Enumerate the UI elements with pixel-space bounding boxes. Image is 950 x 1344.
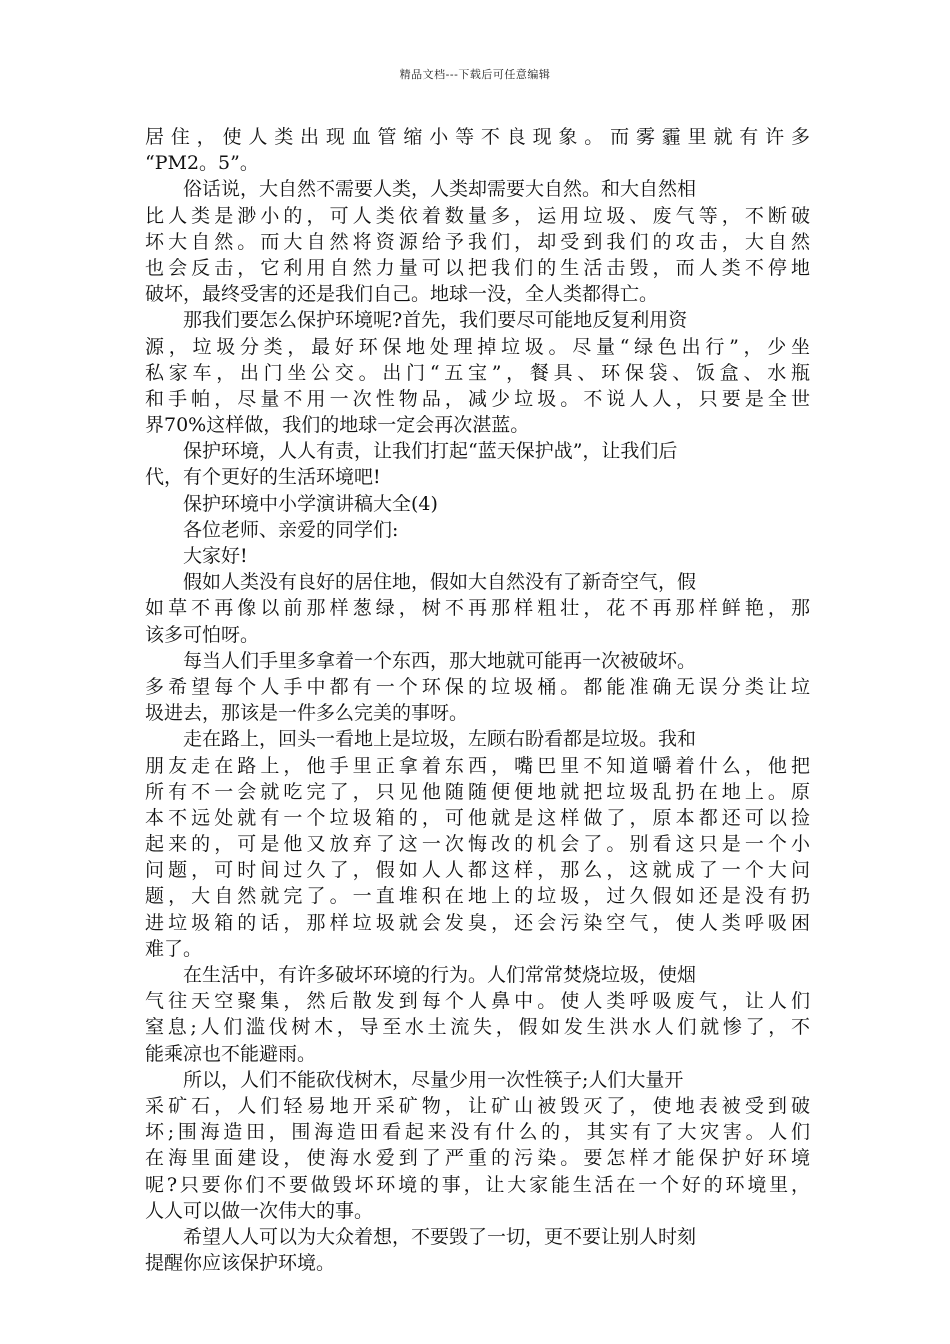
text-line: 题，大自然就完了。一直堆积在地上的垃圾，过久假如还是没有扔 [145, 885, 810, 908]
text-line: 呢?只要你们不要做毁坏环境的事，让大家能生活在一个好的环境里， [145, 1173, 810, 1196]
text-line: 界70%这样做，我们的地球一定会再次湛蓝。 [145, 414, 530, 437]
text-line: 在海里面建设，使海水爱到了严重的污染。要怎样才能保护好环境 [145, 1147, 810, 1170]
text-line: 坏;围海造田，围海造田看起来没有什么的，其实有了大灾害。人们 [145, 1121, 810, 1144]
text-line: “PM2。5”。 [145, 152, 259, 175]
text-line: 居住，使人类出现血管缩小等不良现象。而雾霾里就有许多 [145, 126, 810, 148]
text-line: 所以，人们不能砍伐树木，尽量少用一次性筷子;人们大量开 [183, 1068, 684, 1091]
text-line: 坏大自然。而大自然将资源给予我们，却受到我们的攻击，大自然 [145, 230, 810, 253]
text-line: 气往天空聚集，然后散发到每个人鼻中。使人类呼吸废气，让人们 [145, 990, 810, 1013]
text-line: 保护环境，人人有责，让我们打起“蓝天保护战”，让我们后 [183, 440, 678, 463]
text-line: 源，垃圾分类，最好环保地处理掉垃圾。尽量“绿色出行”，少坐 [145, 335, 810, 358]
text-line: 圾进去，那该是一件多么完美的事呀。 [145, 702, 469, 725]
text-line: 本不远处就有一个垃圾箱的，可他就是这样做了，原本都还可以捡 [145, 806, 810, 829]
text-line: 人人可以做一次伟大的事。 [145, 1199, 374, 1222]
text-line: 私家车，出门坐公交。出门“五宝”，餐具、环保袋、饭盒、水瓶 [145, 361, 810, 384]
text-line: 问题，可时间过久了，假如人人都这样，那么，这就成了一个大问 [145, 859, 810, 882]
text-line: 破坏，最终受害的还是我们自己。地球一没，全人类都得亡。 [145, 283, 659, 306]
text-line: 该多可怕呀。 [145, 623, 260, 646]
text-line: 在生活中，有许多破坏环境的行为。人们常常焚烧垃圾，使烟 [183, 964, 697, 986]
text-line: 多希望每个人手中都有一个环保的垃圾桶。都能准确无误分类让垃 [145, 675, 810, 698]
text-line: 希望人人可以为大众着想，不要毁了一切，更不要让别人时刻 [183, 1225, 697, 1248]
text-line: 大家好! [183, 545, 248, 567]
document-body [145, 124, 810, 1276]
text-line: 起来的，可是他又放弃了这一次悔改的机会了。别看这只是一个小 [145, 833, 810, 856]
text-line: 采矿石，人们轻易地开采矿物，让矿山被毁灭了，使地表被受到破 [145, 1094, 810, 1117]
text-line: 提醒你应该保护环境。 [145, 1252, 336, 1275]
text-line: 朋友走在路上，他手里正拿着东西，嘴巴里不知道嚼着什么，他把 [145, 754, 810, 777]
text-line: 窒息;人们滥伐树木，导至水土流失，假如发生洪水人们就惨了，不 [145, 1016, 810, 1039]
text-line: 各位老师、亲爱的同学们: [183, 518, 399, 541]
text-line: 如草不再像以前那样葱绿，树不再那样粗壮，花不再那样鲜艳，那 [145, 597, 810, 620]
page-header: 精品文档---下载后可任意编辑 [399, 68, 551, 81]
text-line: 进垃圾箱的话，那样垃圾就会发臭，还会污染空气，使人类呼吸困 [145, 911, 810, 934]
text-line: 假如人类没有良好的居住地，假如大自然没有了新奇空气，假 [183, 571, 697, 594]
text-line: 俗话说，大自然不需要人类，人类却需要大自然。和大自然相 [183, 178, 697, 201]
text-line: 比人类是渺小的，可人类依着数量多，运用垃圾、废气等，不断破 [145, 204, 810, 227]
text-line: 走在路上，回头一看地上是垃圾，左顾右盼看都是垃圾。我和 [183, 728, 697, 751]
text-line: 代，有个更好的生活环境吧! [145, 466, 381, 489]
text-line: 保护环境中小学演讲稿大全(4) [183, 492, 438, 515]
text-line: 每当人们手里多拿着一个东西，那大地就可能再一次被破坏。 [183, 649, 697, 672]
text-line: 能乘凉也不能避雨。 [145, 1042, 317, 1065]
text-line: 难了。 [145, 937, 203, 960]
text-line: 所有不一会就吃完了，只见他随随便便地就把垃圾乱扔在地上。原 [145, 780, 810, 803]
text-line: 也会反击，它利用自然力量可以把我们的生活击毁，而人类不停地 [145, 256, 810, 279]
text-line: 那我们要怎么保护环境呢?首先，我们要尽可能地反复利用资 [183, 309, 688, 332]
text-line: 和手帕，尽量不用一次性物品，减少垃圾。不说人人，只要是全世 [145, 387, 810, 410]
